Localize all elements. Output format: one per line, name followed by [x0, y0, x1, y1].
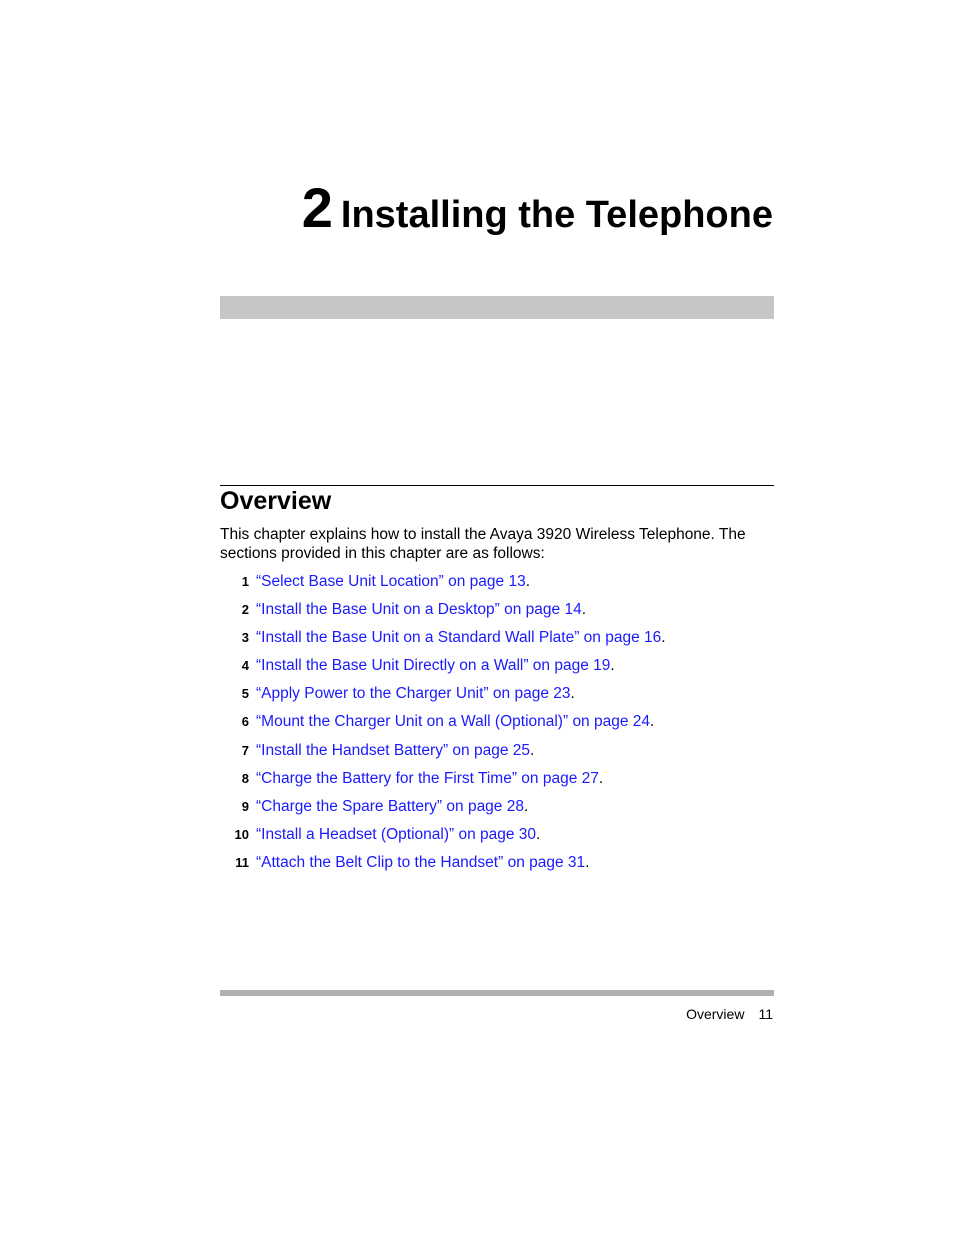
footer-page-number: 11 — [758, 1006, 773, 1022]
toc-period: . — [650, 713, 655, 731]
toc-period: . — [661, 629, 666, 647]
toc-item-number: 5 — [241, 686, 249, 702]
toc-link[interactable]: “Mount the Charger Unit on a Wall (Optional)” on page 24 — [256, 713, 651, 731]
toc-period: . — [530, 741, 535, 759]
toc-item-number: 8 — [241, 770, 249, 786]
chapter-title: Installing the Telephone — [340, 194, 773, 236]
list-item — [220, 741, 780, 769]
toc-item-number: 1 — [241, 574, 249, 589]
list-item — [220, 712, 780, 740]
toc-period: . — [598, 769, 604, 787]
page-footer — [686, 1006, 773, 1022]
list-item — [220, 656, 780, 684]
toc-period: . — [523, 797, 529, 815]
toc-item-number: 6 — [241, 714, 249, 730]
intro-paragraph: This chapter explains how to install the Avaya 3920 Wireless Telephone. The sections provided in this chapter are as follows: — [220, 526, 746, 562]
toc-link[interactable]: “Attach the Belt Clip to the Handset” on page 31 — [256, 853, 586, 871]
toc-link[interactable]: “Select Base Unit Location” on page 13 — [256, 573, 526, 590]
list-item — [220, 825, 780, 853]
list-item — [220, 853, 780, 881]
toc-link[interactable]: “Install the Handset Battery” on page 25 — [256, 741, 530, 759]
toc-link[interactable]: “Install a Headset (Optional)” on page 30 — [256, 825, 537, 843]
toc-period: . — [585, 853, 590, 871]
footer-section-name: Overview — [686, 1006, 745, 1022]
toc-list — [220, 572, 780, 881]
toc-link[interactable]: “Charge the Spare Battery” on page 28 — [256, 797, 524, 815]
toc-period: . — [570, 685, 575, 703]
toc-item-number: 2 — [241, 602, 249, 618]
toc-item-number: 7 — [241, 742, 249, 758]
section-title: Overview — [220, 487, 332, 515]
toc-period: . — [581, 601, 587, 619]
toc-item-number: 4 — [241, 658, 249, 674]
list-item — [220, 769, 780, 797]
list-item — [220, 684, 780, 712]
list-item — [220, 600, 780, 628]
toc-period: . — [610, 657, 615, 675]
footer-bar — [220, 990, 774, 996]
list-item — [220, 628, 780, 656]
toc-link[interactable]: “Install the Base Unit on a Standard Wall Plate” on page 16 — [256, 629, 662, 647]
list-item — [220, 797, 780, 825]
chapter-number: 2 — [301, 176, 333, 239]
toc-link[interactable]: “Install the Base Unit on a Desktop” on page 14 — [256, 601, 582, 619]
toc-item-number: 11 — [235, 854, 249, 870]
toc-link[interactable]: “Charge the Battery for the First Time” on page 27 — [256, 769, 599, 787]
toc-link[interactable]: “Install the Base Unit Directly on a Wall” on page 19 — [256, 657, 611, 675]
chapter-heading — [301, 176, 773, 239]
toc-item-number: 10 — [234, 826, 249, 842]
toc-period: . — [525, 573, 531, 590]
toc-period: . — [536, 825, 541, 843]
list-item — [220, 572, 780, 600]
toc-item-number: 9 — [241, 798, 249, 814]
toc-item-number: 3 — [241, 630, 249, 646]
toc-link[interactable]: “Apply Power to the Charger Unit” on page 23 — [256, 685, 571, 703]
header-band — [220, 296, 774, 319]
